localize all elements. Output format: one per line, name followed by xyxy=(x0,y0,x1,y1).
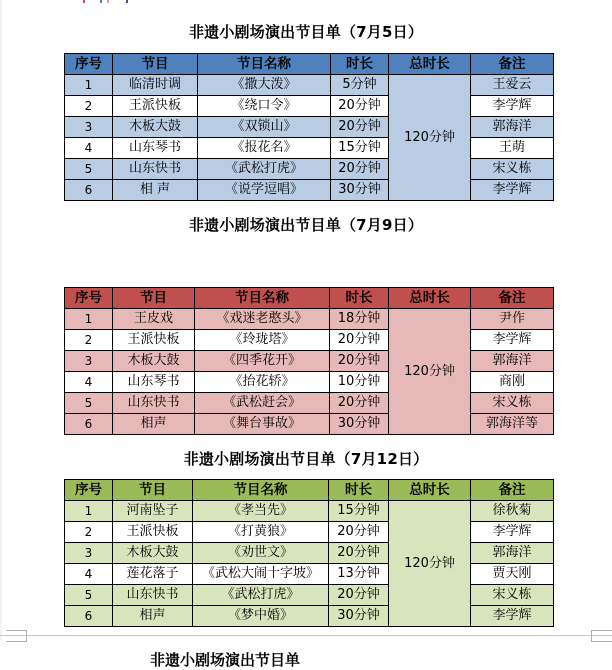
cell-program: 临清时调 xyxy=(113,75,198,96)
cell-duration: 30分钟 xyxy=(330,414,389,435)
cell-total-duration: 120分钟 xyxy=(389,75,471,201)
cell-duration: 20分钟 xyxy=(329,585,389,606)
header-note: 备注 xyxy=(471,54,554,75)
cell-index: 1 xyxy=(65,309,113,330)
cell-index: 2 xyxy=(65,96,113,117)
cell-note: 郭海洋 xyxy=(471,543,554,564)
cell-program-name: 《说学逗唱》 xyxy=(198,180,331,201)
cell-duration: 18分钟 xyxy=(330,309,389,330)
cell-index: 4 xyxy=(65,564,113,585)
cell-duration: 30分钟 xyxy=(331,180,389,201)
cell-duration: 15分钟 xyxy=(331,138,389,159)
table-row xyxy=(65,309,554,330)
cell-index: 6 xyxy=(65,606,113,627)
header-program-name: 节目名称 xyxy=(198,54,331,75)
header-program: 节目 xyxy=(113,54,198,75)
cell-duration: 30分钟 xyxy=(329,606,389,627)
table-header-row xyxy=(65,288,554,309)
previous-content-fragment xyxy=(80,0,130,3)
cell-program: 王皮戏 xyxy=(113,309,195,330)
cell-note: 宋义栋 xyxy=(471,585,554,606)
cell-duration: 20分钟 xyxy=(331,96,389,117)
cell-note: 李学辉 xyxy=(471,330,554,351)
cell-note: 徐秋菊 xyxy=(471,501,554,522)
cell-program-name: 《报花名》 xyxy=(198,138,331,159)
cell-index: 4 xyxy=(65,372,113,393)
cell-total-duration: 120分钟 xyxy=(389,501,471,627)
table-row xyxy=(65,138,554,159)
header-note: 备注 xyxy=(471,480,554,501)
cell-note: 贾天刚 xyxy=(471,564,554,585)
header-program-name: 节目名称 xyxy=(195,288,330,309)
cell-note: 郭海洋等 xyxy=(471,414,554,435)
cell-program: 山东琴书 xyxy=(113,372,195,393)
cell-duration: 10分钟 xyxy=(330,372,389,393)
cell-note: 李学辉 xyxy=(471,606,554,627)
cell-program-name: 《四季花开》 xyxy=(195,351,330,372)
schedule-table-jul5 xyxy=(64,53,554,201)
cell-program: 山东快书 xyxy=(113,393,195,414)
cell-program-name: 《戏迷老憨头》 xyxy=(195,309,330,330)
cell-program-name: 《武松打虎》 xyxy=(198,159,331,180)
table-row xyxy=(65,159,554,180)
table-row xyxy=(65,75,554,96)
cell-duration: 20分钟 xyxy=(331,159,389,180)
header-index: 序号 xyxy=(65,54,113,75)
header-program: 节目 xyxy=(113,288,195,309)
cell-note: 王爱云 xyxy=(471,75,554,96)
header-total-duration: 总时长 xyxy=(389,288,471,309)
cell-program-name: 《打黄狼》 xyxy=(193,522,329,543)
cell-program: 山东快书 xyxy=(113,159,198,180)
cell-program: 山东快书 xyxy=(113,585,193,606)
header-duration: 时长 xyxy=(331,54,389,75)
cell-note: 李学辉 xyxy=(471,96,554,117)
cell-index: 3 xyxy=(65,351,113,372)
schedule-title-jul5: 非遗小剧场演出节目单（7月5日） xyxy=(188,23,424,41)
header-index: 序号 xyxy=(65,288,113,309)
table-header-row xyxy=(65,54,554,75)
cell-program: 相 声 xyxy=(113,180,198,201)
cell-program-name: 《武松赶会》 xyxy=(195,393,330,414)
next-page-title-text: 非遗小剧场演出节目单 xyxy=(150,651,301,669)
cell-program-name: 《舞台事故》 xyxy=(195,414,330,435)
schedule-title-jul9: 非遗小剧场演出节目单（7月9日） xyxy=(188,216,424,234)
header-total-duration: 总时长 xyxy=(389,54,471,75)
cell-index: 5 xyxy=(65,159,113,180)
cell-program: 王派快板 xyxy=(113,96,198,117)
cell-duration: 13分钟 xyxy=(329,564,389,585)
cell-note: 商刚 xyxy=(471,372,554,393)
table-row xyxy=(65,96,554,117)
header-program: 节目 xyxy=(113,480,193,501)
cell-program-name: 《武松打虎》 xyxy=(193,585,329,606)
cell-program-name: 《孝当先》 xyxy=(193,501,329,522)
cell-note: 宋义栋 xyxy=(471,393,554,414)
cell-duration: 15分钟 xyxy=(329,501,389,522)
cell-duration: 20分钟 xyxy=(330,330,389,351)
table-row xyxy=(65,330,554,351)
table-row xyxy=(65,414,554,435)
header-note: 备注 xyxy=(471,288,554,309)
cell-program-name: 《武松大闹十字坡》 xyxy=(193,564,329,585)
cell-duration: 5分钟 xyxy=(331,75,389,96)
cell-duration: 20分钟 xyxy=(330,393,389,414)
table-row xyxy=(65,585,554,606)
cell-program-name: 《梦中婚》 xyxy=(193,606,329,627)
cell-program-name: 《撒大泼》 xyxy=(198,75,331,96)
schedule-table-jul12 xyxy=(64,479,554,627)
cell-program-name: 《抬花轿》 xyxy=(195,372,330,393)
cell-program: 王派快板 xyxy=(113,522,193,543)
table-row xyxy=(65,606,554,627)
cell-program: 河南坠子 xyxy=(113,501,193,522)
cell-program: 相声 xyxy=(113,414,195,435)
next-page-title-fragment xyxy=(150,650,350,669)
cell-program-name: 《绕口令》 xyxy=(198,96,331,117)
table-row xyxy=(65,543,554,564)
header-total-duration: 总时长 xyxy=(389,480,471,501)
table-row xyxy=(65,180,554,201)
cell-index: 3 xyxy=(65,543,113,564)
cell-duration: 20分钟 xyxy=(329,522,389,543)
page-left-edge xyxy=(0,0,2,640)
cell-program: 木板大鼓 xyxy=(113,351,195,372)
table-row xyxy=(65,501,554,522)
cell-note: 郭海洋 xyxy=(471,117,554,138)
header-duration: 时长 xyxy=(329,480,389,501)
cell-index: 6 xyxy=(65,180,113,201)
table-header-row xyxy=(65,480,554,501)
table-row xyxy=(65,564,554,585)
header-program-name: 节目名称 xyxy=(193,480,329,501)
cell-program-name: 《玲珑塔》 xyxy=(195,330,330,351)
cell-index: 5 xyxy=(65,393,113,414)
cell-program-name: 《双锁山》 xyxy=(198,117,331,138)
table-row xyxy=(65,117,554,138)
cell-duration: 20分钟 xyxy=(329,543,389,564)
cell-note: 尹作 xyxy=(471,309,554,330)
cell-index: 6 xyxy=(65,414,113,435)
cell-index: 1 xyxy=(65,75,113,96)
cell-index: 2 xyxy=(65,330,113,351)
table-row xyxy=(65,372,554,393)
cell-note: 王萌 xyxy=(471,138,554,159)
cell-note: 宋义栋 xyxy=(471,159,554,180)
cell-program: 山东琴书 xyxy=(113,138,198,159)
cell-index: 1 xyxy=(65,501,113,522)
schedule-title-jul12: 非遗小剧场演出节目单（7月12日） xyxy=(183,450,429,468)
cell-duration: 20分钟 xyxy=(330,351,389,372)
header-index: 序号 xyxy=(65,480,113,501)
page-corner-mark-right xyxy=(591,630,612,642)
cell-note: 郭海洋 xyxy=(471,351,554,372)
cell-index: 5 xyxy=(65,585,113,606)
header-duration: 时长 xyxy=(330,288,389,309)
cell-duration: 20分钟 xyxy=(331,117,389,138)
cell-program: 相声 xyxy=(113,606,193,627)
cell-program-name: 《劝世文》 xyxy=(193,543,329,564)
cell-index: 2 xyxy=(65,522,113,543)
table-row xyxy=(65,393,554,414)
cell-index: 4 xyxy=(65,138,113,159)
cell-note: 李学辉 xyxy=(471,180,554,201)
cell-program: 王派快板 xyxy=(113,330,195,351)
cell-program: 莲花落子 xyxy=(113,564,193,585)
cell-note: 李学辉 xyxy=(471,522,554,543)
page-break-line xyxy=(0,635,612,636)
cell-total-duration: 120分钟 xyxy=(389,309,471,435)
cell-program: 木板大鼓 xyxy=(113,117,198,138)
page-corner-mark-left xyxy=(6,630,27,642)
table-row xyxy=(65,351,554,372)
cell-index: 3 xyxy=(65,117,113,138)
schedule-table-jul9 xyxy=(64,287,554,435)
table-row xyxy=(65,522,554,543)
cell-program: 木板大鼓 xyxy=(113,543,193,564)
